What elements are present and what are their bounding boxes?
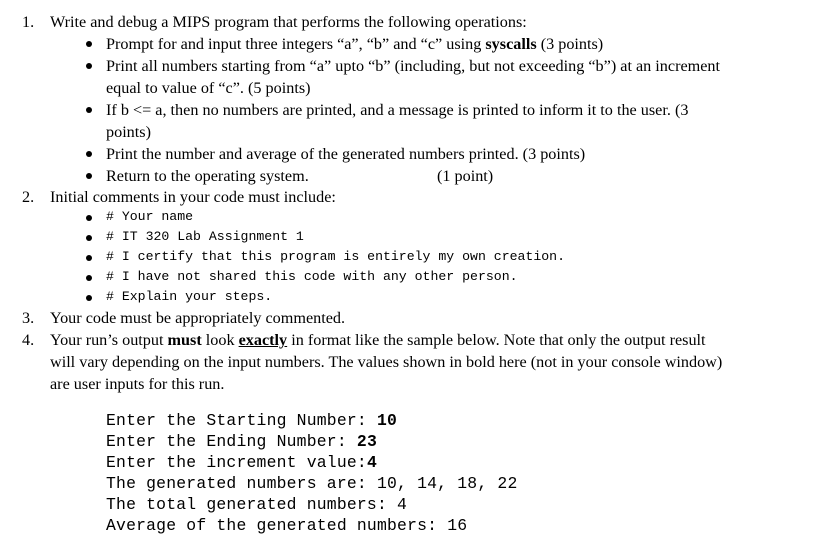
bullet-icon <box>86 41 92 47</box>
item-3-text: Your code must be appropriately commented. <box>50 309 346 327</box>
item-1-text: Write and debug a MIPS program that performs the following operations: <box>50 13 527 31</box>
comment-line: # I have not shared this code with any other person. <box>106 269 518 284</box>
bullet-icon <box>86 295 92 301</box>
op-return-os-points: (1 point) <box>437 167 494 185</box>
bullet-icon <box>86 107 92 113</box>
op-print-range-line1: Print all numbers starting from “a” upto “b” (including, but not exceeding “b”) at an increment <box>106 57 721 75</box>
comment-line: # I certify that this program is entirely my own creation. <box>106 249 565 264</box>
sample-line: The generated numbers are: 10, 14, 18, 22 <box>106 474 518 493</box>
item-number-1: 1. <box>22 13 35 31</box>
item-4-line1: Your run’s output must look exactly in format like the sample below. Note that only the output result <box>50 331 706 349</box>
sample-line: Enter the increment value:4 <box>106 453 377 472</box>
bullet-icon <box>86 235 92 241</box>
op-return-os: Return to the operating system. <box>106 167 309 185</box>
bullet-icon <box>86 63 92 69</box>
item-2-text: Initial comments in your code must include: <box>50 188 336 206</box>
bullet-icon <box>86 275 92 281</box>
comment-line: # Your name <box>106 209 194 224</box>
bullet-icon <box>86 151 92 157</box>
op-condition-line1: If b <= a, then no numbers are printed, and a message is printed to inform it to the user. (3 <box>106 101 689 119</box>
comment-line: # Explain your steps. <box>106 289 273 304</box>
sample-line: Average of the generated numbers: 16 <box>106 516 468 535</box>
op-prompt-input: Prompt for and input three integers “a”, “b” and “c” using syscalls (3 points) <box>106 35 604 53</box>
item-4-line3: are user inputs for this run. <box>50 375 225 393</box>
sample-line: Enter the Starting Number: 10 <box>106 411 398 430</box>
item-number-4: 4. <box>22 331 35 349</box>
sample-line: The total generated numbers: 4 <box>106 495 408 514</box>
bullet-icon <box>86 255 92 261</box>
bullet-icon <box>86 173 92 179</box>
bullet-icon <box>86 215 92 221</box>
comment-line: # IT 320 Lab Assignment 1 <box>106 229 304 244</box>
sample-line: Enter the Ending Number: 23 <box>106 432 377 451</box>
item-number-3: 3. <box>22 309 35 327</box>
op-print-average: Print the number and average of the generated numbers printed. (3 points) <box>106 145 586 163</box>
item-4-line2: will vary depending on the input numbers. The values shown in bold here (not in your console window) <box>50 353 723 371</box>
op-print-range-line2: equal to value of “c”. (5 points) <box>106 79 311 97</box>
item-number-2: 2. <box>22 188 35 206</box>
op-condition-line2: points) <box>106 123 151 141</box>
